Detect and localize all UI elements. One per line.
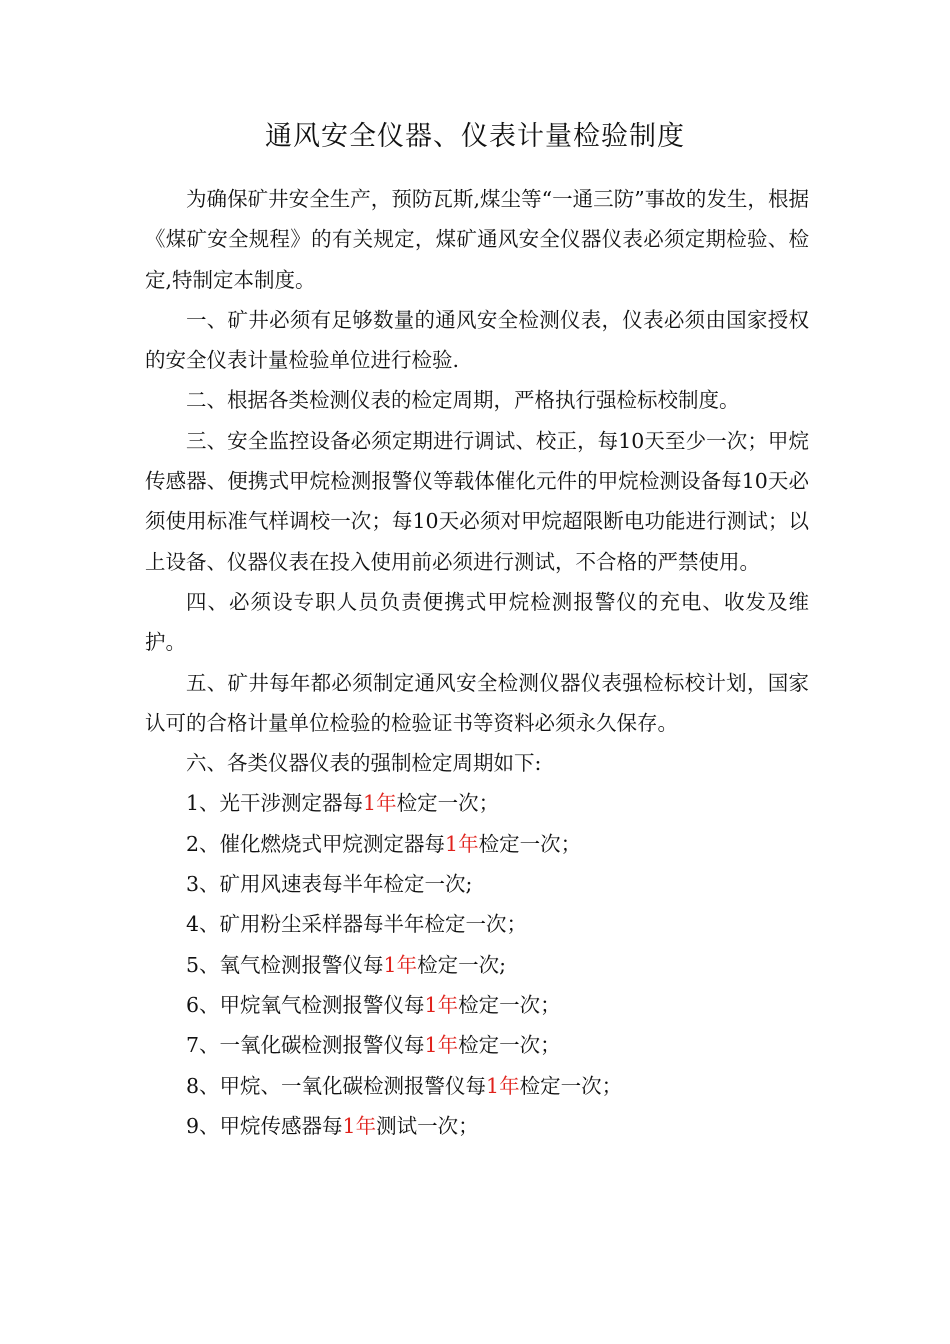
rule-paragraph-1: 一、矿井必须有足够数量的通风安全检测仪表，仪表必须由国家授权的安全仪表计量检验单位进行检验. [145, 307, 809, 373]
rule-paragraph-2: 二、根据各类检测仪表的检定周期，严格执行强检标校制度。 [186, 388, 740, 413]
rule-paragraph-3: 三、安全监控设备必须定期进行调试、校正，每10天至少一次；甲烷传感器、便携式甲烷检测报警仪等载体催化元件的甲烷检测设备每10天必须使用标准气样调校一次；每10天必须对甲烷超限断电功能进行测试；以上设备、仪器仪表在投入使用前必须进行测试，不合格的严禁使用。 [145, 428, 809, 574]
intro-paragraph: 为确保矿井安全生产，预防瓦斯,煤尘等“一通三防”事故的发生，根据《煤矿安全规程》的有关规定，煤矿通风安全仪器仪表必须定期检验、检定,特制定本制度。 [145, 187, 809, 292]
list-item-suffix: 检定一次； [478, 831, 582, 856]
list-item-suffix: 检定一次； [519, 1073, 623, 1098]
list-item-suffix: 检定一次； [458, 1033, 561, 1058]
document-body [145, 179, 809, 1146]
document-title: 通风安全仪器、仪表计量检验制度 [265, 121, 685, 152]
list-item-suffix: 检定一次； [396, 791, 500, 816]
list-item [145, 985, 809, 1025]
list-item [145, 783, 809, 823]
list-item-text: 6、甲烷氧气检测报警仪每 [186, 992, 425, 1017]
list-item-period: 1年 [424, 1033, 459, 1058]
list-item [145, 1106, 809, 1146]
list-item [145, 945, 809, 985]
list-item-suffix: 检定一次; [417, 952, 507, 977]
list-item [145, 864, 809, 904]
list-item-period: 1年 [424, 992, 459, 1017]
list-item-text: 9、甲烷传感器每 [186, 1113, 343, 1138]
list-item-suffix: 检定一次； [458, 992, 561, 1017]
list-item [145, 1025, 809, 1065]
list-item [145, 824, 809, 864]
rule-paragraph-5: 五、矿井每年都必须制定通风安全检测仪器仪表强检标校计划，国家认可的合格计量单位检验的检验证书等资料必须永久保存。 [145, 670, 809, 735]
list-item-period: 1年 [445, 831, 479, 856]
list-item-text: 3、矿用风速表每半年检定一次; [186, 872, 473, 897]
list-item [145, 1066, 809, 1106]
rule-paragraph-4: 四、必须设专职人员负责便携式甲烷检测报警仪的充电、收发及维护。 [145, 589, 809, 655]
list-item-period: 1年 [342, 1113, 377, 1138]
list-item-period: 1年 [486, 1073, 520, 1098]
list-item-text: 2、催化燃烧式甲烷测定器每 [186, 831, 446, 856]
list-item-text: 5、氧气检测报警仪每 [186, 952, 384, 977]
rule-paragraph-6: 六、各类仪器仪表的强制检定周期如下: [186, 751, 542, 776]
list-item-text: 4、矿用粉尘采样器每半年检定一次； [186, 912, 528, 937]
list-item-period: 1年 [383, 952, 418, 977]
list-item-text: 7、一氧化碳检测报警仪每 [186, 1033, 425, 1058]
list-item [145, 904, 809, 944]
list-item-suffix: 测试一次； [376, 1113, 479, 1138]
list-item-text: 1、光干涉测定器每 [186, 791, 364, 816]
list-item-period: 1年 [363, 791, 397, 816]
list-item-text: 8、甲烷、一氧化碳检测报警仪每 [186, 1073, 487, 1098]
